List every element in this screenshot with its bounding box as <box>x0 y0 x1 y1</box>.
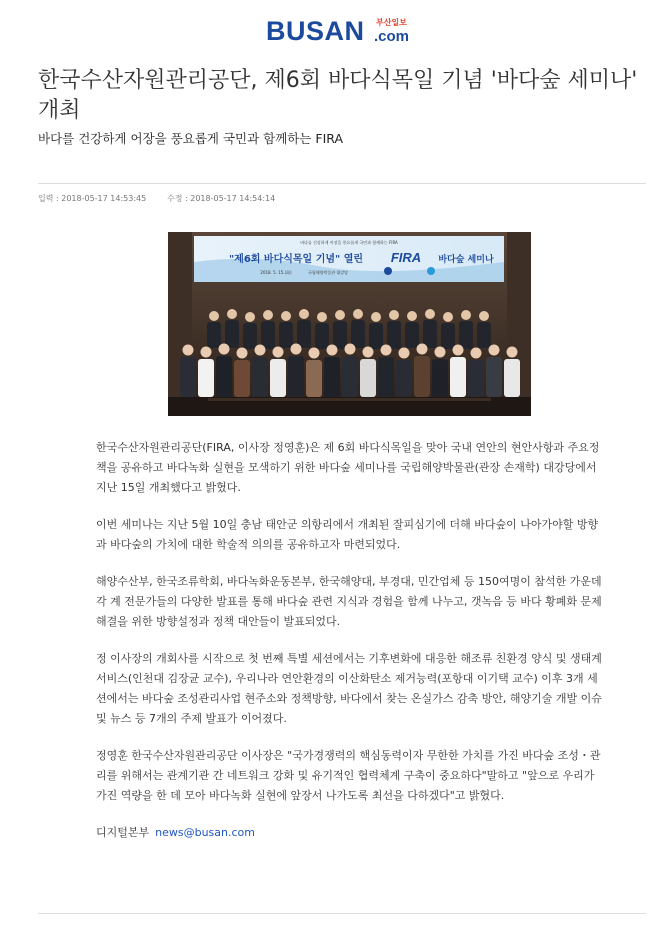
banner-date: 2018. 5. 15.(화) <box>260 270 292 275</box>
modified-date: 수정 : 2018-05-17 14:54:14 <box>167 194 276 203</box>
byline-email-link[interactable]: news@busan.com <box>155 826 255 839</box>
banner-fira: FIRA <box>390 250 422 265</box>
paragraph: 해양수산부, 한국조류학회, 바다녹화운동본부, 한국해양대, 부경대, 민간업체 등 150여명이 참석한 가운데 각 계 전문가들의 다양한 발표를 통해 바다숲 관련 지식과 경험을 함께 나누고, 갯녹음 등 바다 황폐화 문제 해결을 위한 방향설정과 정책 대안들이 발표되었다. <box>96 575 602 628</box>
article-headline: 한국수산자원관리공단, 제6회 바다식목일 기념 '바다숲 세미나' 개최 <box>38 68 638 123</box>
article-photo <box>168 232 531 416</box>
logo-sub-text: 부산일보 <box>376 18 407 27</box>
footer-divider <box>38 913 646 914</box>
fira-emblem-icon <box>427 267 435 275</box>
banner-title-left: "제6회 바다식목일 기념" 열린 <box>228 254 364 265</box>
paragraph: 한국수산자원관리공단(FIRA, 이사장 정영훈)은 제 6회 바다식목일을 맞아 국내 연안의 현안사항과 주요정책을 공유하고 바다녹화 실현을 모색하기 위한 바다숲 세미나를 국립해양박물관(관장 손재학) 대강당에서 지난 15일 개최했다고 밝혔다. <box>96 441 600 494</box>
logo-domain: .com <box>374 28 410 45</box>
published-date: 입력 : 2018-05-17 14:53:45 <box>38 194 147 203</box>
ministry-emblem-icon <box>384 267 392 275</box>
paragraph: 정영훈 한국수산자원관리공단 이사장은 "국가경쟁력의 핵심동력이자 무한한 가치를 가진 바다숲 조성・관리를 위해서는 관계기관 간 네트워크 강화 및 유기적인 협력체계 구축이 중요하다"말하고 "앞으로 우리가 가진 역량을 한 데 모아 바다녹화 실현에 앞장서 나가도록 최선을 다하겠다"고 밝혔다. <box>96 749 601 802</box>
article-subhead: 바다를 건강하게 어장을 풍요롭게 국민과 함께하는 FIRA <box>38 131 344 146</box>
byline-department: 디지털본부 <box>96 826 150 839</box>
paragraph: 이번 세미나는 지난 5월 10일 충남 태안군 의항리에서 개최된 잘피심기에 더해 바다숲이 나아가야할 방향과 바다숲의 가치에 대한 학술적 의의를 공유하고자 마련되었다. <box>96 518 599 551</box>
paragraph: 정 이사장의 개회사를 시작으로 첫 번째 특별 세션에서는 기후변화에 대응한 해조류 친환경 양식 및 생태계 서비스(인천대 김장균 교수), 우리나라 연안환경의 이산화탄소 제거능력(포항대 이기택 교수) 이후 3개 세션에서는 바다숲 조성관리사업 현주소와 정책방향, 바다에서 찾는 온실가스 감축 방안, 해양기술 개발 이슈 및 뉴스 등 7개의 주제 발표가 이어졌다. <box>96 652 602 725</box>
banner-venue: 국립해양박물관 대강당 <box>308 270 348 275</box>
site-logo[interactable] <box>266 16 426 46</box>
meta-divider <box>38 183 646 184</box>
article-body <box>96 438 602 843</box>
logo-wordmark: BUSAN <box>266 16 365 46</box>
banner-title-right: 바다숲 세미나 <box>438 255 494 265</box>
group-photo-illustration <box>168 232 531 416</box>
byline <box>96 823 602 843</box>
banner-small-text: 바다를 건강하게 어장을 풍요롭게 국민과 함께하는 FIRA <box>300 240 398 245</box>
